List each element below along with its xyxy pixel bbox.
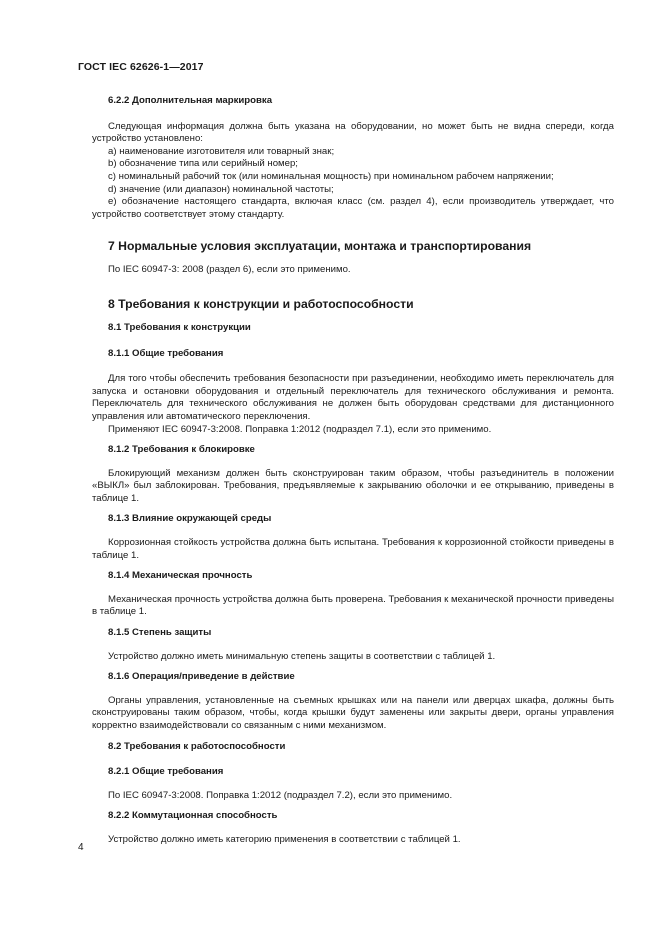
paragraph: Механическая прочность устройства должна быть проверена. Требования к механической прочности приведены в таблице 1. bbox=[92, 593, 614, 618]
list-item: d) значение (или диапазон) номинальной частоты; bbox=[108, 183, 334, 195]
paragraph: Следующая информация должна быть указана на оборудовании, но может быть не видна спереди, когда устройство установлено: bbox=[92, 120, 614, 145]
heading-8-2: 8.2 Требования к работоспособности bbox=[108, 740, 286, 752]
heading-6-2-2: 6.2.2 Дополнительная маркировка bbox=[108, 95, 273, 106]
heading-8-1: 8.1 Требования к конструкции bbox=[108, 321, 251, 333]
list-item: e) обозначение настоящего стандарта, включая класс (см. раздел 4), если производитель утверждает, что устройство соответствует этому стандарту. bbox=[92, 196, 614, 220]
paragraph: По IEC 60947-3:2008. Поправка 1:2012 (подраздел 7.2), если это применимо. bbox=[108, 789, 453, 801]
list-item: c) номинальный рабочий ток (или номинальная мощность) при номинальном рабочем напряжении; bbox=[108, 170, 554, 182]
heading-section-7: 7 Нормальные условия эксплуатации, монтажа и транспортирования bbox=[108, 239, 532, 254]
paragraph: Устройство должно иметь категорию применения в соответствии с таблицей 1. bbox=[108, 833, 461, 845]
heading-8-1-3: 8.1.3 Влияние окружающей среды bbox=[108, 513, 272, 525]
paragraph: По IEC 60947-3: 2008 (раздел 6), если это применимо. bbox=[108, 264, 351, 276]
document-header: ГОСТ IEC 62626-1—2017 bbox=[78, 61, 204, 73]
paragraph: Органы управления, установленные на съемных крышках или на панели или дверцах шкафа, должны быть сконструированы таким образом, чтобы, когда крышки будут заменены или закрыты двери, органы управления корректно взаимодействовали со связанным с ними механизмом. bbox=[92, 694, 614, 731]
list-item: b) обозначение типа или серийный номер; bbox=[108, 158, 298, 170]
paragraph: Для того чтобы обеспечить требования безопасности при разъединении, необходимо иметь переключатель для запуска и остановки оборудования и отдельный переключатель для технического обслуживания и ремонта. Переключатель для технического обслуживания не должен быть оборудован средствами для дистанционного управления или автоматического переключения. bbox=[92, 373, 614, 422]
heading-8-1-2: 8.1.2 Требования к блокировке bbox=[108, 444, 255, 456]
heading-8-1-1: 8.1.1 Общие требования bbox=[108, 347, 224, 359]
document-body bbox=[92, 95, 614, 847]
page-number: 4 bbox=[78, 842, 84, 853]
list-item: a) наименование изготовителя или товарный знак; bbox=[108, 145, 335, 157]
heading-8-1-5: 8.1.5 Степень защиты bbox=[108, 627, 212, 639]
heading-8-1-6: 8.1.6 Операция/приведение в действие bbox=[108, 671, 295, 683]
heading-8-1-4: 8.1.4 Механическая прочность bbox=[108, 570, 253, 582]
heading-8-2-1: 8.2.1 Общие требования bbox=[108, 766, 224, 778]
paragraph: Блокирующий механизм должен быть сконструирован таким образом, чтобы разъединитель в положении «ВЫКЛ» был заблокирован. Требования, предъявляемые к закрыванию оболочки и ее открыванию, приведены в таблице 1. bbox=[92, 467, 614, 504]
paragraph: Применяют IEC 60947-3:2008. Поправка 1:2012 (подраздел 7.1), если это применимо. bbox=[108, 423, 492, 435]
heading-section-8: 8 Требования к конструкции и работоспособности bbox=[108, 296, 414, 311]
paragraph: Коррозионная стойкость устройства должна быть испытана. Требования к коррозионной стойкости приведены в таблице 1. bbox=[92, 537, 614, 561]
heading-8-2-2: 8.2.2 Коммутационная способность bbox=[108, 810, 278, 822]
paragraph: Устройство должно иметь минимальную степень защиты в соответствии с таблицей 1. bbox=[108, 650, 496, 662]
